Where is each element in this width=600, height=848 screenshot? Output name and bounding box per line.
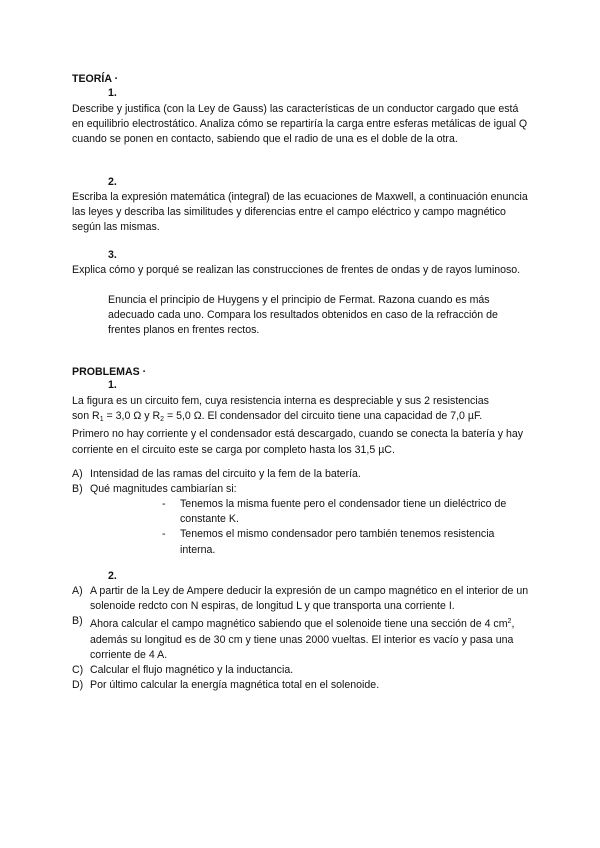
item-text: Intensidad de las ramas del circuito y la fem de la batería. [90, 468, 361, 480]
item-marker: C) [72, 664, 84, 677]
problema-2-number: 2. [108, 570, 117, 582]
r1-subscript: 1 [99, 416, 104, 424]
subitem-text: Tenemos la misma fuente pero el condensador tiene un dieléctrico de constante K. [180, 498, 507, 526]
item-marker: B) [72, 615, 83, 628]
problema-2-items [72, 584, 532, 693]
problema-1-statement [72, 394, 532, 458]
list-item [72, 614, 532, 663]
teoria-q1-text: Describe y justifica (con la Ley de Gauss) las características de un conductor cargado que está en equilibrio electrostático. Analiza cómo se repartiría la carga entre esferas metálicas de igual Q cuando se ponen en contacto, sabiendo que el radio de una es el doble de la otra. [72, 103, 528, 146]
r2-subscript: 2 [160, 416, 164, 424]
problema-1-line-3: Primero no hay corriente y el condensador está descargado, cuando se conecta la batería y hay corriente en el circuito este se carga por completo hasta los 31,5 µC. [72, 428, 524, 456]
teoria-q3-number: 3. [108, 249, 117, 261]
cm2-superscript: 2 [507, 618, 512, 626]
problemas-heading: PROBLEMAS · [72, 366, 147, 378]
capacitor-text: = 5,0 Ω. El condensador del circuito tiene una capacidad de 7,0 µF. [164, 410, 483, 423]
dash-marker: - [162, 498, 166, 510]
problema-1-line-1: La figura es un circuito fem, cuya resistencia interna es despreciable y sus 2 resistencias [72, 395, 489, 407]
item-text: Calcular el flujo magnético y la inductancia. [90, 664, 294, 677]
item-marker: B) [72, 483, 83, 496]
list-item [162, 497, 532, 527]
problema-1-line-2 [72, 409, 532, 427]
problema-1-subitems [162, 497, 532, 558]
r2-prefix: = 3,0 Ω y R [103, 410, 161, 423]
item-text: Por último calcular la energía magnética total en el solenoide. [90, 679, 380, 692]
teoria-q2-number: 2. [108, 176, 117, 188]
item-text: A partir de la Ley de Ampere deducir la expresión de un campo magnético en el interior de un solenoide redcto con N espiras, de longitud L y que transporta una corriente I. [90, 585, 529, 613]
list-item [72, 584, 532, 614]
teoria-q2-text: Escriba la expresión matemática (integral) de las ecuaciones de Maxwell, a continuación enuncia las leyes y describa las similitudes y diferencias entre el campo eléctrico y campo magnético según las mismas. [72, 191, 528, 234]
problema-1-items [72, 467, 532, 497]
item-b-text-b: , además su longitud es de 30 cm y tiene unas 2000 vueltas. El interior es vacío y pasa una corriente de 4 A. [90, 618, 515, 661]
item-marker: A) [72, 468, 83, 480]
teoria-q3-text2: Enuncia el principio de Huygens y el principio de Fermat. Razona cuando es más adecuado cada uno. Compara los resultados obtenidos en caso de la refracción de frentes planos en frentes rectos. [108, 294, 498, 337]
item-text [90, 618, 514, 660]
teoria-q1-number: 1. [108, 87, 117, 99]
teoria-q3-text: Explica cómo y porqué se realizan las construcciones de frentes de ondas y de rayos luminoso. [72, 264, 521, 276]
dash-marker: - [162, 528, 166, 541]
list-item [72, 467, 532, 482]
list-item [72, 678, 532, 693]
list-item [72, 663, 532, 678]
item-marker: A) [72, 585, 83, 597]
subitem-text: Tenemos el mismo condensador pero también tenemos resistencia interna. [180, 528, 495, 556]
problema-1-number: 1. [108, 379, 117, 391]
r1-prefix: son R [72, 410, 100, 423]
item-text: Qué magnitudes cambiarían si: [90, 483, 237, 496]
list-item [72, 482, 532, 497]
item-marker: D) [72, 679, 84, 692]
list-item [162, 527, 532, 557]
item-b-text-a: Ahora calcular el campo magnético sabiendo que el solenoide tiene una sección de 4 cm [90, 618, 508, 631]
teoria-heading: TEORÍA · [72, 73, 119, 85]
